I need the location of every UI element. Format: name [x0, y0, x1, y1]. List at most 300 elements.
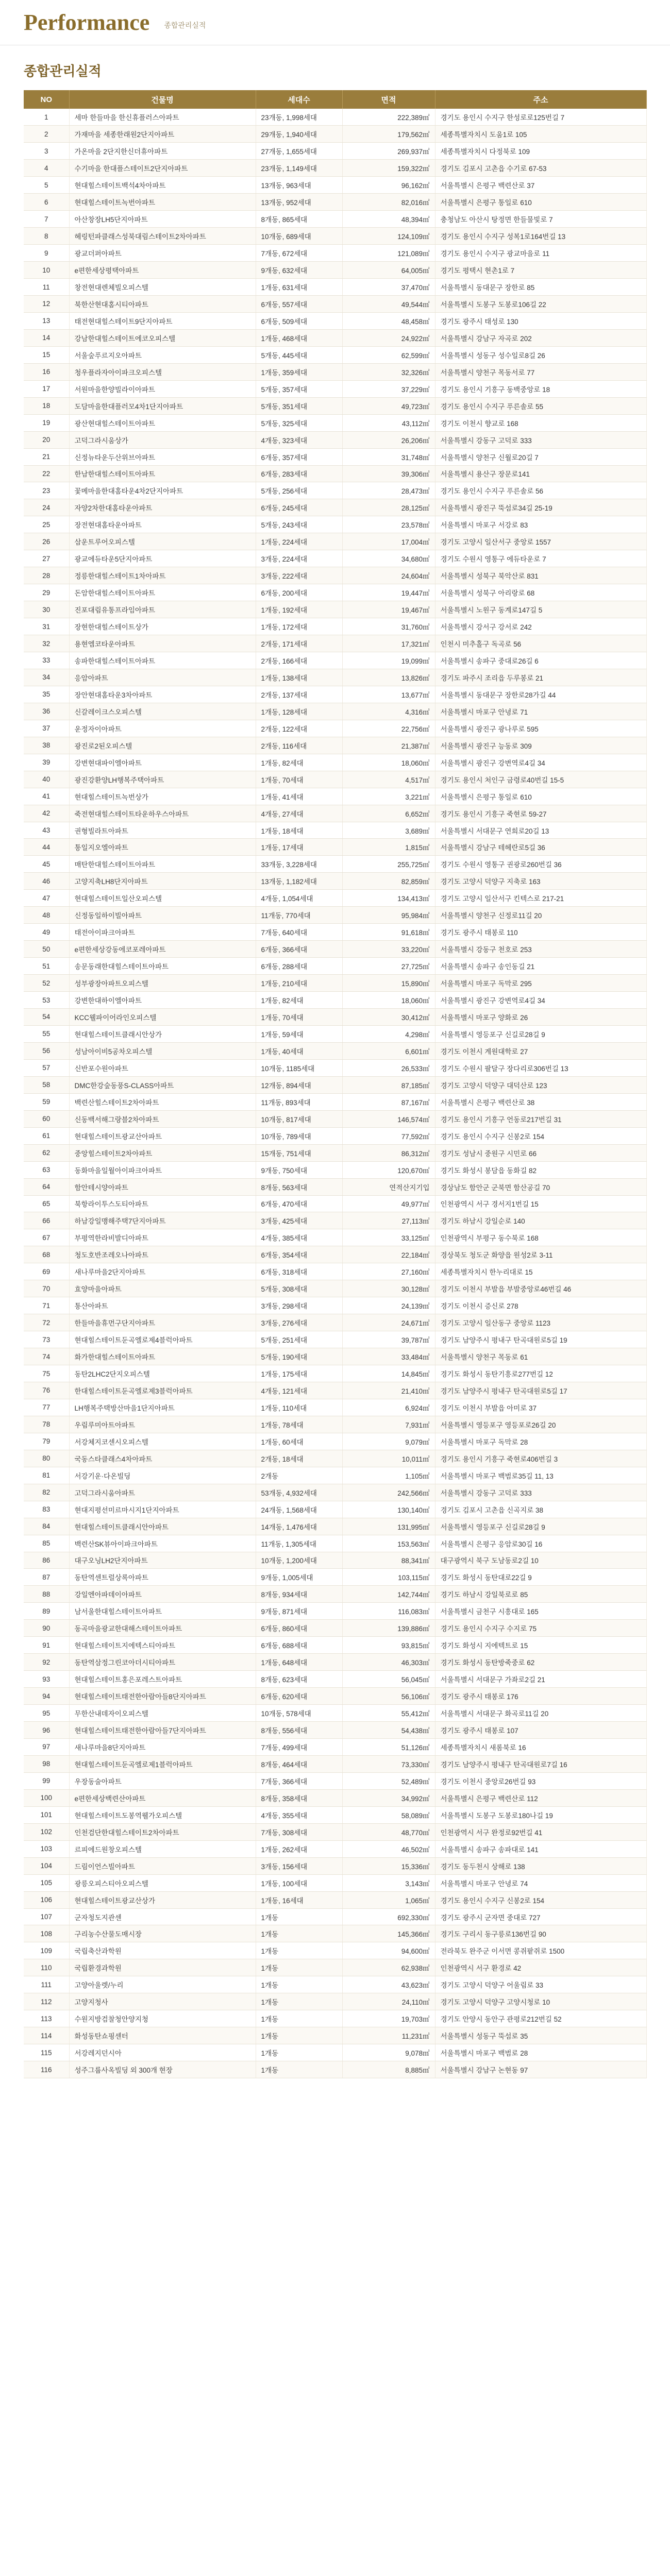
- building-name: 성부광장아파트오피스텔: [69, 975, 256, 992]
- table-row: [24, 228, 646, 245]
- floor-area: 34,680㎡: [342, 550, 435, 567]
- building-name: 서강레지던시아: [69, 2044, 256, 2061]
- table-row: [24, 262, 646, 279]
- address: 서울특별시 강동구 고덕로 333: [435, 1484, 646, 1501]
- table-row: [24, 1518, 646, 1535]
- building-name: 화가한대힐스테이트아파트: [69, 1348, 256, 1365]
- table-row: [24, 1569, 646, 1586]
- row-number: 66: [24, 1212, 69, 1229]
- floor-area: 23,578㎡: [342, 516, 435, 533]
- unit-count: 7개동, 308세대: [256, 1823, 342, 1840]
- row-number: 1: [24, 109, 69, 126]
- table-row: [24, 363, 646, 380]
- table-row: [24, 1365, 646, 1382]
- floor-area: 46,502㎡: [342, 1840, 435, 1857]
- row-number: 103: [24, 1840, 69, 1857]
- floor-area: 91,618㎡: [342, 924, 435, 941]
- unit-count: 5개동, 351세대: [256, 397, 342, 414]
- address: 서울특별시 마포구 안녕로 71: [435, 703, 646, 720]
- building-name: e편한세상강동에코포레아파트: [69, 941, 256, 958]
- address: 경기도 용인시 기흥구 죽현로 59-27: [435, 805, 646, 822]
- unit-count: 13개동, 1,182세대: [256, 873, 342, 890]
- row-number: 97: [24, 1739, 69, 1756]
- unit-count: 1개동, 100세대: [256, 1874, 342, 1891]
- building-name: 태전현대힐스테이트9단지아파트: [69, 312, 256, 329]
- building-name: 헤링턴파클래스성북대림스테이트2차아파트: [69, 228, 256, 245]
- floor-area: 46,303㎡: [342, 1654, 435, 1671]
- floor-area: 24,922㎡: [342, 329, 435, 346]
- address: 서울특별시 성북구 북악산로 831: [435, 567, 646, 584]
- floor-area: 24,604㎡: [342, 567, 435, 584]
- floor-area: 94,600㎡: [342, 1942, 435, 1959]
- floor-area: 33,125㎡: [342, 1229, 435, 1246]
- floor-area: 222,389㎡: [342, 109, 435, 126]
- unit-count: 1개동, 110세대: [256, 1399, 342, 1416]
- performance-table: [24, 90, 647, 2078]
- floor-area: 86,312㎡: [342, 1144, 435, 1161]
- address: 경상북도 청도군 화양읍 원성2로 3-11: [435, 1246, 646, 1263]
- building-name: 현대힐스테이트광교산아파트: [69, 1127, 256, 1144]
- building-name: DMC한강숲동풍S-CLASS아파트: [69, 1076, 256, 1093]
- table-row: [24, 1806, 646, 1823]
- row-number: 111: [24, 1976, 69, 1993]
- building-name: 현대힐스테이트지에텍스티아파트: [69, 1637, 256, 1654]
- floor-area: 28,473㎡: [342, 482, 435, 499]
- table-row: [24, 1110, 646, 1127]
- unit-count: 6개동, 318세대: [256, 1263, 342, 1280]
- unit-count: 5개동, 308세대: [256, 1280, 342, 1297]
- row-number: 10: [24, 262, 69, 279]
- table-row: [24, 465, 646, 482]
- unit-count: 24개동, 1,568세대: [256, 1501, 342, 1518]
- floor-area: 4,517㎡: [342, 771, 435, 788]
- unit-count: 1개동, 82세대: [256, 992, 342, 1009]
- unit-count: 1개동, 359세대: [256, 363, 342, 380]
- row-number: 95: [24, 1705, 69, 1722]
- floor-area: 64,005㎡: [342, 262, 435, 279]
- floor-area: 88,341㎡: [342, 1552, 435, 1569]
- building-name: 백련산힐스테이트2차아파트: [69, 1093, 256, 1110]
- address: 경기도 화성시 봉담읍 동화길 82: [435, 1161, 646, 1178]
- row-number: 106: [24, 1891, 69, 1908]
- unit-count: 2개동, 166세대: [256, 652, 342, 669]
- table-row: [24, 890, 646, 907]
- address: 전라북도 완주군 이서면 콩쥐팥쥐로 1500: [435, 1942, 646, 1959]
- floor-area: 37,229㎡: [342, 380, 435, 397]
- address: 인천시 미추홀구 독곡로 56: [435, 635, 646, 652]
- floor-area: 153,563㎡: [342, 1535, 435, 1552]
- row-number: 110: [24, 1959, 69, 1976]
- breadcrumb[interactable]: 종합관리실적: [164, 21, 206, 29]
- address: 서울특별시 강남구 테헤란로5길 36: [435, 839, 646, 856]
- unit-count: 1개동: [256, 1959, 342, 1976]
- building-name: 통일지오엘아파트: [69, 839, 256, 856]
- row-number: 2: [24, 126, 69, 143]
- floor-area: 1,105㎡: [342, 1467, 435, 1484]
- row-number: 109: [24, 1942, 69, 1959]
- table-row: [24, 584, 646, 601]
- address: 경기도 용인시 수지구 한성로로125번길 7: [435, 109, 646, 126]
- address: 서울특별시 양천구 신정로11길 20: [435, 907, 646, 924]
- unit-count: 1개동, 648세대: [256, 1654, 342, 1671]
- unit-count: 1개동, 40세대: [256, 1042, 342, 1059]
- table-row: [24, 1908, 646, 1925]
- building-name: 정릉한대힐스테이트1차아파트: [69, 567, 256, 584]
- unit-count: 8개동, 563세대: [256, 1178, 342, 1195]
- building-name: 르피에드원창오피스텔: [69, 1840, 256, 1857]
- floor-area: 146,574㎡: [342, 1110, 435, 1127]
- row-number: 12: [24, 295, 69, 312]
- row-number: 98: [24, 1755, 69, 1772]
- address: 서울특별시 양천구 목동로 61: [435, 1348, 646, 1365]
- row-number: 42: [24, 805, 69, 822]
- table-row: [24, 1942, 646, 1959]
- address: 서울특별시 은평구 백련산로 38: [435, 1093, 646, 1110]
- floor-area: 134,413㎡: [342, 890, 435, 907]
- page-title: 종합관리실적: [24, 63, 102, 79]
- building-name: 현대지평선미르마시지1단지아파트: [69, 1501, 256, 1518]
- unit-count: 1개동: [256, 2010, 342, 2027]
- building-name: 중앙힐스테이트2차아파트: [69, 1144, 256, 1161]
- row-number: 36: [24, 703, 69, 720]
- address: 경기도 고양시 덕양구 지축로 163: [435, 873, 646, 890]
- floor-area: 54,438㎡: [342, 1722, 435, 1739]
- building-name: 북항라이투스도티아파트: [69, 1195, 256, 1212]
- building-name: 우장동술아파트: [69, 1772, 256, 1789]
- table-row: [24, 822, 646, 839]
- floor-area: 48,770㎡: [342, 1823, 435, 1840]
- table-row: [24, 1874, 646, 1891]
- table-row: [24, 567, 646, 584]
- address: 서울특별시 마포구 독막로 28: [435, 1433, 646, 1450]
- building-name: 동화마을일월아이파크아파트: [69, 1161, 256, 1178]
- row-number: 67: [24, 1229, 69, 1246]
- building-name: 강변현대파이엘아파트: [69, 754, 256, 771]
- address: 경기도 광주시 태봉로 107: [435, 1722, 646, 1739]
- floor-area: 21,410㎡: [342, 1382, 435, 1399]
- floor-area: 17,321㎡: [342, 635, 435, 652]
- table-row: [24, 1399, 646, 1416]
- building-name: 서울숲푸르지오아파트: [69, 346, 256, 363]
- table-row: [24, 1127, 646, 1144]
- table-body: [24, 109, 646, 2078]
- building-name: 한들마을휴먼구단지아파트: [69, 1314, 256, 1331]
- address: 서울특별시 은평구 통일로 610: [435, 788, 646, 805]
- column-header-units: 세대수: [256, 90, 342, 109]
- unit-count: 4개동, 121세대: [256, 1382, 342, 1399]
- row-number: 114: [24, 2027, 69, 2044]
- floor-area: 87,185㎡: [342, 1076, 435, 1093]
- address: 충청남도 아산시 탕정면 한들물빛로 7: [435, 211, 646, 228]
- unit-count: 1개동, 18세대: [256, 822, 342, 839]
- unit-count: 5개동, 325세대: [256, 414, 342, 431]
- floor-area: 242,566㎡: [342, 1484, 435, 1501]
- floor-area: 3,221㎡: [342, 788, 435, 805]
- row-number: 62: [24, 1144, 69, 1161]
- floor-area: 1,815㎡: [342, 839, 435, 856]
- building-name: LH행복주택방산마을1단지아파트: [69, 1399, 256, 1416]
- table-row: [24, 329, 646, 346]
- row-number: 58: [24, 1076, 69, 1093]
- table-row: [24, 1501, 646, 1518]
- building-name: 고양지청사: [69, 1993, 256, 2010]
- address: 경기도 용인시 기흥구 죽현로406번길 3: [435, 1450, 646, 1467]
- row-number: 68: [24, 1246, 69, 1263]
- building-name: 자양2차한대홈타운아파트: [69, 499, 256, 516]
- row-number: 105: [24, 1874, 69, 1891]
- unit-count: 1개동, 128세대: [256, 703, 342, 720]
- floor-area: 6,652㎡: [342, 805, 435, 822]
- floor-area: 121,089㎡: [342, 245, 435, 262]
- row-number: 26: [24, 533, 69, 550]
- unit-count: 1개동: [256, 2044, 342, 2061]
- address: 서울특별시 영등포구 영등포로26길 20: [435, 1416, 646, 1433]
- table-row: [24, 448, 646, 465]
- address: 경기도 남양주시 평내구 탄곡대원로5길 17: [435, 1382, 646, 1399]
- row-number: 29: [24, 584, 69, 601]
- row-number: 76: [24, 1382, 69, 1399]
- row-number: 17: [24, 380, 69, 397]
- row-number: 18: [24, 397, 69, 414]
- row-number: 69: [24, 1263, 69, 1280]
- floor-area: 19,447㎡: [342, 584, 435, 601]
- address: 서울특별시 강남구 논현동 97: [435, 2061, 646, 2078]
- unit-count: 5개동, 243세대: [256, 516, 342, 533]
- table-row: [24, 1484, 646, 1501]
- table-row: [24, 856, 646, 873]
- unit-count: 2개동: [256, 1467, 342, 1484]
- row-number: 53: [24, 992, 69, 1009]
- row-number: 93: [24, 1671, 69, 1688]
- floor-area: 30,128㎡: [342, 1280, 435, 1297]
- address: 서울특별시 은평구 백련산로 112: [435, 1789, 646, 1806]
- row-number: 5: [24, 177, 69, 194]
- column-header-address: 주소: [435, 90, 646, 109]
- building-name: 드림이언스빌아파트: [69, 1857, 256, 1874]
- address: 서울특별시 영등포구 신길로28길 9: [435, 1025, 646, 1042]
- row-number: 81: [24, 1467, 69, 1484]
- row-number: 100: [24, 1789, 69, 1806]
- row-number: 27: [24, 550, 69, 567]
- address: 경기도 이천시 증신로 278: [435, 1297, 646, 1314]
- unit-count: 13개동, 963세대: [256, 177, 342, 194]
- address: 서울특별시 동대문구 장한로28가길 44: [435, 686, 646, 703]
- row-number: 51: [24, 958, 69, 975]
- unit-count: 6개동, 620세대: [256, 1688, 342, 1705]
- unit-count: 9개동, 632세대: [256, 262, 342, 279]
- unit-count: 4개동, 323세대: [256, 431, 342, 448]
- table-row: [24, 1009, 646, 1026]
- address: 경기도 광주시 태성로 130: [435, 312, 646, 329]
- building-name: 화성동탄쇼핑센터: [69, 2027, 256, 2044]
- address: 서울특별시 강남구 자곡로 202: [435, 329, 646, 346]
- row-number: 101: [24, 1806, 69, 1823]
- table-row: [24, 1144, 646, 1161]
- unit-count: 7개동, 640세대: [256, 924, 342, 941]
- row-number: 21: [24, 448, 69, 465]
- floor-area: 55,412㎡: [342, 1705, 435, 1722]
- table-row: [24, 1739, 646, 1756]
- building-name: 장현한대힐스테이트상가: [69, 618, 256, 635]
- address: 경기도 용인시 기흥구 동백중앙로 18: [435, 380, 646, 397]
- row-number: 59: [24, 1093, 69, 1110]
- row-number: 31: [24, 618, 69, 635]
- row-number: 88: [24, 1586, 69, 1603]
- floor-area: 9,078㎡: [342, 2044, 435, 2061]
- building-name: 죽전현대힐스테이트타운하우스아파트: [69, 805, 256, 822]
- unit-count: 6개동, 860세대: [256, 1620, 342, 1637]
- row-number: 24: [24, 499, 69, 516]
- table-row: [24, 1705, 646, 1722]
- floor-area: 13,826㎡: [342, 669, 435, 686]
- table-row: [24, 516, 646, 533]
- table-row: [24, 1552, 646, 1569]
- address: 서울특별시 송파구 송인동길 21: [435, 958, 646, 975]
- unit-count: 9개동, 871세대: [256, 1603, 342, 1620]
- row-number: 55: [24, 1025, 69, 1042]
- building-name: 국립축산과학원: [69, 1942, 256, 1959]
- floor-area: 19,467㎡: [342, 601, 435, 618]
- table-row: [24, 1059, 646, 1076]
- unit-count: 23개동, 1,149세대: [256, 160, 342, 177]
- building-name: 함안테시양아파트: [69, 1178, 256, 1195]
- floor-area: 30,412㎡: [342, 1009, 435, 1026]
- unit-count: 11개동, 893세대: [256, 1093, 342, 1110]
- table-row: [24, 245, 646, 262]
- building-name: 수원지방검찰청안양지청: [69, 2010, 256, 2027]
- building-name: 현대힐스테이트둔곡엘로제1블럭아파트: [69, 1755, 256, 1772]
- table-row: [24, 1450, 646, 1467]
- building-name: 장전현대홈타운아파트: [69, 516, 256, 533]
- unit-count: 4개동, 385세대: [256, 1229, 342, 1246]
- building-name: 현대힐스테이트도봉역웰가오피스텔: [69, 1806, 256, 1823]
- row-number: 70: [24, 1280, 69, 1297]
- unit-count: 2개동, 137세대: [256, 686, 342, 703]
- address: 서울특별시 용산구 장문로141: [435, 465, 646, 482]
- table-row: [24, 1840, 646, 1857]
- table-row: [24, 2061, 646, 2078]
- address: 경기도 고양시 일산동구 중앙로 1123: [435, 1314, 646, 1331]
- table-row: [24, 1382, 646, 1399]
- unit-count: 5개동, 190세대: [256, 1348, 342, 1365]
- floor-area: 131,995㎡: [342, 1518, 435, 1535]
- unit-count: 1개동, 17세대: [256, 839, 342, 856]
- address: 경기도 이천시 향교로 168: [435, 414, 646, 431]
- address: 인천광역시 부평구 동수북로 168: [435, 1229, 646, 1246]
- building-name: 현대힐스테이트클래시안상가: [69, 1025, 256, 1042]
- floor-area: 120,670㎡: [342, 1161, 435, 1178]
- table-header: [24, 90, 646, 109]
- unit-count: 1개동, 172세대: [256, 618, 342, 635]
- building-name: 꽃메마을한대홈타운4차2단지아파트: [69, 482, 256, 499]
- table-row: [24, 669, 646, 686]
- address: 경기도 이천시 중앙로26번길 93: [435, 1772, 646, 1789]
- table-row: [24, 601, 646, 618]
- address: 세종특별자치시 다정북로 109: [435, 143, 646, 160]
- row-number: 74: [24, 1348, 69, 1365]
- row-number: 6: [24, 194, 69, 211]
- row-number: 91: [24, 1637, 69, 1654]
- floor-area: 56,106㎡: [342, 1688, 435, 1705]
- building-name: 성주그룹사옥빌딩 외 300개 현장: [69, 2061, 256, 2078]
- table-row: [24, 1620, 646, 1637]
- unit-count: 1개동, 59세대: [256, 1025, 342, 1042]
- floor-area: 4,298㎡: [342, 1025, 435, 1042]
- address: 서울특별시 양천구 목동서로 77: [435, 363, 646, 380]
- building-name: 응암아파트: [69, 669, 256, 686]
- unit-count: 27개동, 1,655세대: [256, 143, 342, 160]
- address: 경상남도 함안군 군북면 함산공길 70: [435, 1178, 646, 1195]
- building-name: 현대힐스테이트태전한아람아들7단지아파트: [69, 1722, 256, 1739]
- address: 경기도 용인시 수지구 신봉2로 154: [435, 1891, 646, 1908]
- unit-count: 8개동, 865세대: [256, 211, 342, 228]
- row-number: 107: [24, 1908, 69, 1925]
- floor-area: 31,748㎡: [342, 448, 435, 465]
- unit-count: 8개동, 934세대: [256, 1586, 342, 1603]
- row-number: 77: [24, 1399, 69, 1416]
- building-name: 송문동래한대힐스테이트아파트: [69, 958, 256, 975]
- building-name: 삼운트루어오피스텔: [69, 533, 256, 550]
- address: 경기도 광주시 군자면 중대로 727: [435, 1908, 646, 1925]
- address: 서울특별시 성동구 성수일로8길 26: [435, 346, 646, 363]
- row-number: 73: [24, 1331, 69, 1348]
- row-number: 52: [24, 975, 69, 992]
- floor-area: 15,336㎡: [342, 1857, 435, 1874]
- table-row: [24, 1857, 646, 1874]
- floor-area: 139,886㎡: [342, 1620, 435, 1637]
- address: 경기도 고양시 일산서구 킨텍스로 217-21: [435, 890, 646, 907]
- floor-area: 28,125㎡: [342, 499, 435, 516]
- table-row: [24, 737, 646, 754]
- unit-count: 23개동, 1,998세대: [256, 109, 342, 126]
- table-row: [24, 1297, 646, 1314]
- row-number: 96: [24, 1722, 69, 1739]
- table-row: [24, 1433, 646, 1450]
- floor-area: 95,984㎡: [342, 907, 435, 924]
- row-number: 35: [24, 686, 69, 703]
- address: 경기도 용인시 기흥구 언동로217번길 31: [435, 1110, 646, 1127]
- address: 경기도 하남시 강일순로 140: [435, 1212, 646, 1229]
- unit-count: 3개동, 276세대: [256, 1314, 342, 1331]
- unit-count: 1개동, 138세대: [256, 669, 342, 686]
- building-name: 도담마을한대플러모4차1단지아파트: [69, 397, 256, 414]
- building-name: 국동스타클래스4차아파트: [69, 1450, 256, 1467]
- address: 경기도 고양시 덕양구 고양시청로 10: [435, 1993, 646, 2010]
- table-row: [24, 1331, 646, 1348]
- table-row: [24, 992, 646, 1009]
- address: 세종특별자치시 한누리대로 15: [435, 1263, 646, 1280]
- address: 경기도 김포시 고촌읍 수기로 67-53: [435, 160, 646, 177]
- unit-count: 4개동, 27세대: [256, 805, 342, 822]
- address: 서울특별시 금천구 시흥대로 165: [435, 1603, 646, 1620]
- row-number: 57: [24, 1059, 69, 1076]
- building-name: 고덕그라시움아파트: [69, 1484, 256, 1501]
- address: 서울특별시 마포구 백범로 28: [435, 2044, 646, 2061]
- building-name: 신반포수원아파트: [69, 1059, 256, 1076]
- unit-count: 10개동, 1185세대: [256, 1059, 342, 1076]
- unit-count: 2개동, 18세대: [256, 1450, 342, 1467]
- row-number: 16: [24, 363, 69, 380]
- address: 경기도 고양시 일산서구 중앙로 1557: [435, 533, 646, 550]
- address: 경기도 남양주시 평내구 탄곡대원로7길 16: [435, 1755, 646, 1772]
- floor-area: 10,011㎡: [342, 1450, 435, 1467]
- table-row: [24, 1263, 646, 1280]
- address: 경기도 이천시 부발읍 아미로 37: [435, 1399, 646, 1416]
- floor-area: 179,562㎡: [342, 126, 435, 143]
- address: 서울특별시 광진구 뚝섬로34길 25-19: [435, 499, 646, 516]
- floor-area: 116,083㎡: [342, 1603, 435, 1620]
- table-row: [24, 550, 646, 567]
